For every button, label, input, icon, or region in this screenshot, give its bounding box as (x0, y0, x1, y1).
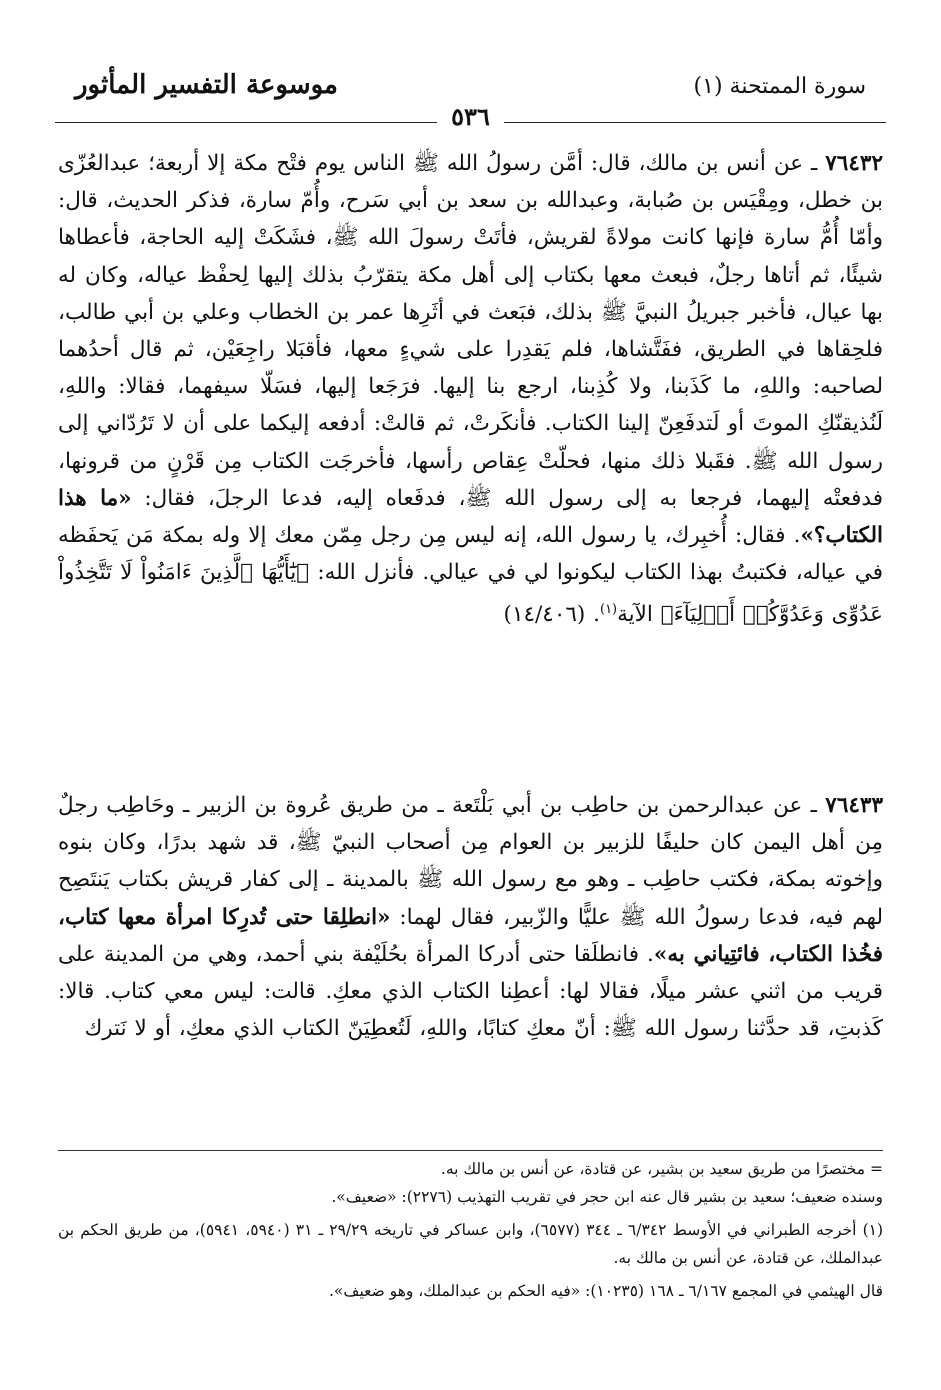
hadith-text-continued: . فقال: أُخبِرك، يا رسول الله، إنه ليس مِن رجل مِمّن معك إلا وله بمكة مَن يَحفَظه في عياله، فكتبتُ بهذا الكتاب ليكونوا لي في عيالي. فأنزل الله: ﴿يَٰٓأَيُّهَا ٱلَّذِينَ ءَامَنُواْ لَا تَتَّخِذُواْ عَدُوِّى وَعَدُوَّكُمۡ أَوۡلِيَآءَ﴾ الآية (58, 523, 883, 628)
hadith-reference: . (١٤/٤٠٦) (503, 602, 600, 628)
footnotes (58, 1156, 883, 1306)
footnote-line: وسنده ضعيف؛ سعيد بن بشير قال عنه ابن حجر في تقريب التهذيب (٢٢٧٦): «ضعيف». (331, 1187, 883, 1206)
page-number (55, 102, 886, 131)
hadith-block-2 (58, 787, 883, 1047)
prophet-quote: «انطلِقا حتى تُدرِكا امرأة معها كتاب، فخُذا الكتاب، فائتِياني به» (58, 904, 883, 967)
footnote-divider (58, 1150, 883, 1151)
footnote-line: (١) أخرجه الطبراني في الأوسط ٦/٣٤٢ ـ ٣٤٤ (٦٥٧٧)، وابن عساكر في تاريخه ٢٩/٢٩ ـ ٣١ (٥٩٤٠، ٥٩٤١)، من طريق الحكم بن عبدالملك، عن قتادة، عن أنس بن مالك به. (58, 1221, 884, 1267)
surah-title: سورة الممتحنة (١) (693, 74, 866, 99)
hadith-number: ٧٦٤٣٣ (825, 793, 884, 818)
page-number-text: ٥٣٦ (437, 102, 504, 131)
hadith-number: ٧٦٤٣٢ (825, 151, 883, 176)
footnote-line: = مختصرًا من طريق سعيد بن بشير، عن قتادة، عن أنس بن مالك به. (440, 1160, 883, 1178)
hadith-block-1 (58, 145, 883, 634)
footnote-marker[interactable]: (١) (599, 602, 618, 618)
hadith-text: ـ عن عبدالرحمن بن حاطِب بن أبي بَلْتَعة ـ من طريق عُروة بن الزبير ـ وحَاطِب رجلٌ مِن أهل اليمن كان حليفًا للزبير بن العوام مِن أصحاب النبيّ ﷺ، قد شهد بدرًا، وكان بنوه وإخوته بمكة، فكتب حاطِب ـ وهو مع رسول الله ﷺ بالمدينة ـ إلى كفار قريش بكتاب يَنتَصِح لهم فيه، فدعا رسولُ الله ﷺ عليًّا والزّبير، فقال لهما: (58, 793, 883, 930)
hadith-text: ـ عن أنس بن مالك، قال: أمَّن رسولُ الله ﷺ الناس يوم فتْح مكة إلا أربعة؛ عبدالعُزّى بن خطل، ومِقْيَس بن صُبابة، وعبدالله بن سعد بن أبي سَرح، وأُمّ سارة، فذكر الحديث، قال: وأمّا أُمُّ سارة فإنها كانت مولاةً لقريش، فأتَتْ رسولَ الله ﷺ، فشَكَتْ إليه الحاجة، فأعطاها شيئًا، ثم أتاها رجلٌ، فبعث معها بكتاب إلى أهل مكة يتقرّبُ بذلك إليها لِحفْظ عياله، وكان له بها عيال، فأخبر جبريلُ النبيَّ ﷺ بذلك، فبَعث في أثَرِها عمر بن الخطاب وعلي بن أبي طالب، فلحِقاها في الطريق، ففَتَّشاها، فلم يَقدِرا على شيءٍ معها، فأقبَلا راجِعَيْن، ثم قال أحدُهما لصاحبه: واللهِ، ما كَذَبنا، ولا كُذِبنا، ارجع بنا إليها. فرَجَعا إليها، فسَلّا سيفهما، فقالا: واللهِ، لَنُذيقنّكِ الموتَ أو لَتدفَعِنّ إلينا الكتاب. فأنكَرتْ، ثم قالتْ: أدفعه إليكما على أن لا تَرُدّاني إلى رسول الله ﷺ. فقَبلا ذلك منها، فحلّتْ عِقاص رأسها، فأخرجَت الكتاب مِن قَرْنٍ من قرونها، فدفعتْه إليهما، فرجعا به إلى رسول الله ﷺ، فدفَعاه إليه، فدعا الرجلَ، فقال: (58, 151, 883, 511)
book-title: موسوعة التفسير المأثور (75, 70, 338, 100)
prophet-quote: «ما هذا الكتاب؟» (58, 485, 883, 549)
hadith-text-continued: . فانطلَقا حتى أدركا المرأة بحُلَيْفة بني أحمد، وهي من المدينة على قريب من اثني عشر ميلًا، فقالا لها: أعطِنا الكتاب الذي معكِ. قالت: ليس معي كتاب. قالا: كَذبتِ، قد حدَّثنا رسول الله ﷺ: أنّ معكِ كتابًا، واللهِ، لَتُعطِيَنّ الكتاب الذي معكِ، أو لا نَترك (58, 941, 883, 1042)
page-header (55, 60, 886, 140)
footnote-line: قال الهيثمي في المجمع ٦/١٦٧ ـ ١٦٨ (١٠٢٣٥): «فيه الحكم بن عبدالملك، وهو ضعيف». (328, 1282, 883, 1300)
